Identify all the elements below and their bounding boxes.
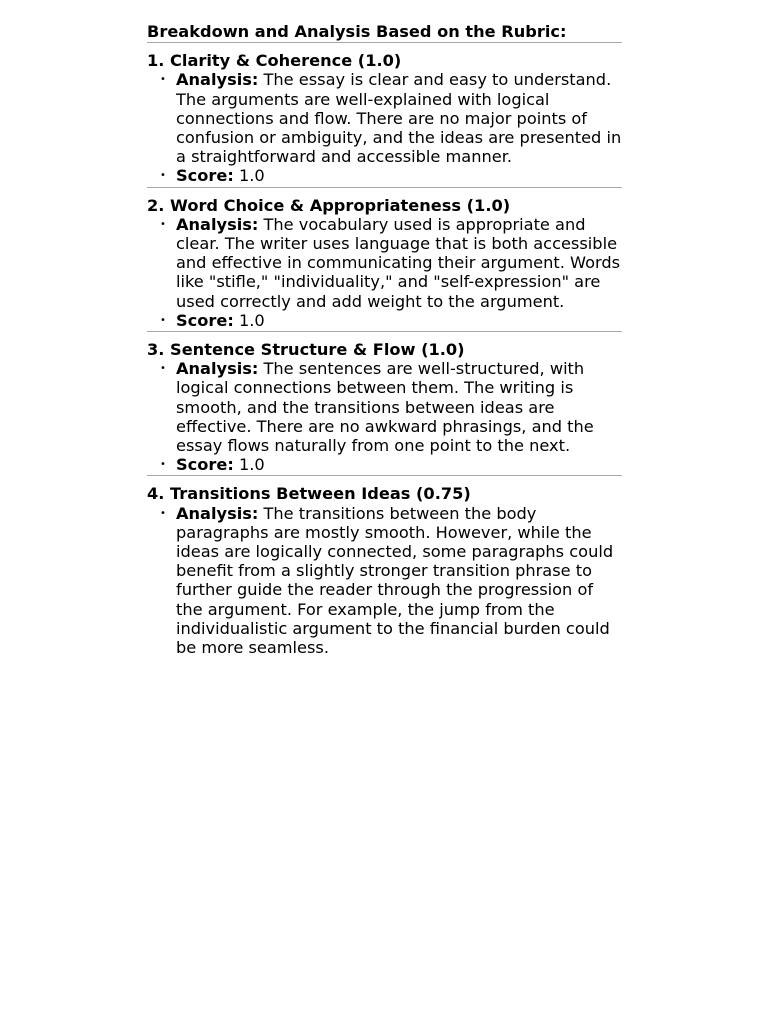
analysis-item — [160, 359, 622, 456]
section-points — [147, 504, 622, 658]
rubric-document — [147, 22, 622, 658]
analysis-label: Analysis: — [176, 70, 259, 90]
score-value: 1.0 — [238, 455, 265, 475]
analysis-item — [160, 70, 622, 167]
score-value: 1.0 — [238, 166, 265, 186]
section-heading: 3. Sentence Structure & Flow (1.0) — [147, 340, 465, 360]
rubric-section — [147, 476, 622, 658]
bullet-icon: • — [160, 74, 166, 86]
section-points — [147, 70, 622, 185]
score-label: Score: — [176, 166, 234, 186]
analysis-text: The vocabulary used is appropriate and clear. The writer uses language that is both accessible and effective in communicating their argument. Words like "stifle," "individuality," and "self-expression" are used correctly and add weight to the argument. — [176, 214, 621, 311]
section-points — [147, 215, 622, 330]
score-value: 1.0 — [238, 310, 265, 330]
section-heading: 1. Clarity & Coherence (1.0) — [147, 51, 402, 71]
section-heading: 2. Word Choice & Appropriateness (1.0) — [147, 195, 511, 215]
bullet-icon: • — [160, 459, 166, 471]
score-item — [160, 166, 622, 186]
bullet-icon: • — [160, 170, 166, 182]
rubric-section — [147, 43, 622, 186]
analysis-label: Analysis: — [176, 503, 259, 523]
bullet-icon: • — [160, 314, 166, 326]
analysis-text: The sentences are well-structured, with logical connections between them. The writing is smooth, and the transitions between ideas are effective. There are no awkward phrasings, and the essay flows naturally from one point to the next. — [176, 359, 594, 456]
analysis-text: The essay is clear and easy to understand. The arguments are well-explained with logical connections and flow. There are no major points of confusion or ambiguity, and the ideas are presented in a straightforward and accessible manner. — [176, 70, 622, 167]
rubric-section — [147, 332, 622, 475]
document-title: Breakdown and Analysis Based on the Rubric: — [147, 22, 567, 41]
analysis-item — [160, 503, 622, 658]
analysis-label: Analysis: — [176, 214, 259, 234]
rubric-section — [147, 188, 622, 331]
analysis-label: Analysis: — [176, 359, 259, 379]
score-label: Score: — [176, 310, 234, 330]
bullet-icon: • — [160, 218, 166, 230]
bullet-icon: • — [160, 507, 166, 519]
score-item — [160, 455, 622, 475]
analysis-text: The transitions between the body paragraphs are mostly smooth. However, while the ideas are logically connected, some paragraphs could benefit from a slightly stronger transition phrase to further guide the reader through the progression of the argument. For example, the jump from the individualistic argument to the financial burden could be more seamless. — [176, 503, 614, 658]
bullet-icon: • — [160, 363, 166, 375]
score-item — [160, 310, 622, 330]
section-points — [147, 359, 622, 474]
analysis-item — [160, 214, 622, 311]
section-heading: 4. Transitions Between Ideas (0.75) — [147, 484, 471, 504]
score-label: Score: — [176, 455, 234, 475]
